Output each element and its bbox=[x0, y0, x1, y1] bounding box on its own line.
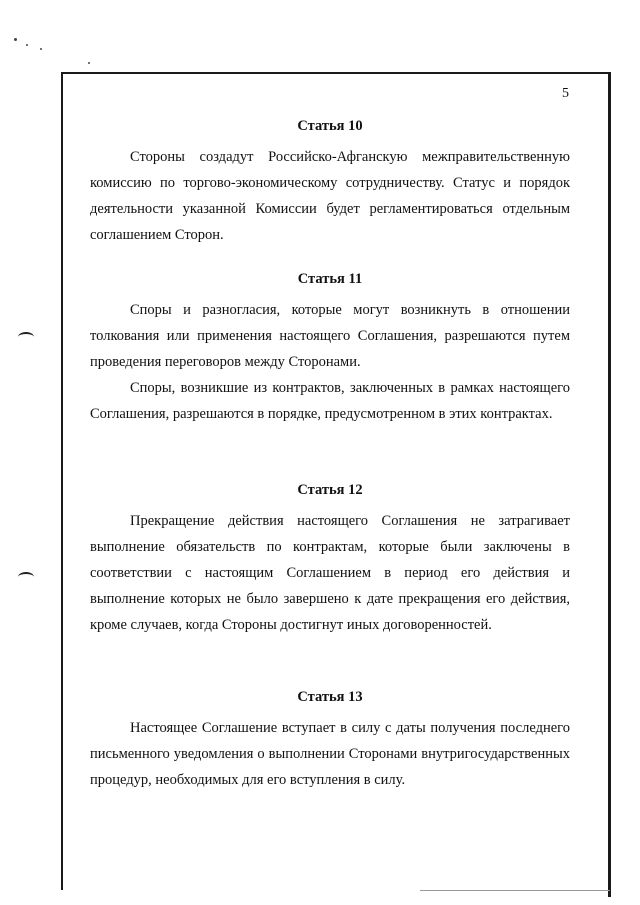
article-paragraph: Споры, возникшие из контрактов, заключенных в рамках настоящего Соглашения, разрешаются в порядке, предусмотренном в этих контрактах. bbox=[90, 380, 570, 422]
page-frame-bottom bbox=[420, 890, 610, 891]
article-12 bbox=[90, 481, 570, 638]
article-heading: Статья 13 bbox=[297, 689, 363, 705]
page-number: 5 bbox=[562, 86, 569, 101]
article-heading: Статья 12 bbox=[297, 482, 363, 498]
article-paragraph: Настоящее Соглашение вступает в силу с даты получения последнего письменного уведомления о выполнении Сторонами внутригосударственных процедур, необходимых для его вступления в силу. bbox=[90, 720, 570, 788]
article-11 bbox=[90, 270, 570, 427]
page-frame-right bbox=[608, 72, 611, 897]
punch-hole-mark bbox=[18, 572, 34, 582]
article-heading: Статья 11 bbox=[297, 271, 363, 287]
page-frame-top bbox=[62, 72, 610, 74]
article-paragraph: Споры и разногласия, которые могут возникнуть в отношении толкования или применения настоящего Соглашения, разрешаются путем проведения переговоров между Сторонами. bbox=[90, 302, 570, 370]
article-10 bbox=[90, 117, 570, 248]
scan-speck bbox=[26, 44, 28, 46]
punch-hole-mark bbox=[18, 332, 34, 342]
scan-speck bbox=[88, 62, 90, 64]
article-paragraph: Стороны создадут Российско-Афганскую межправительственную комиссию по торгово-экономическому сотрудничеству. Статус и порядок деятельности указанной Комиссии будет регламентироваться отдельным соглашением Сторон. bbox=[90, 149, 570, 243]
scan-speck bbox=[40, 48, 42, 50]
article-heading: Статья 10 bbox=[297, 118, 363, 134]
article-13 bbox=[90, 688, 570, 793]
scan-speck bbox=[14, 38, 17, 41]
article-paragraph: Прекращение действия настоящего Соглашения не затрагивает выполнение обязательств по контрактам, которые были заключены в соответствии с настоящим Соглашением в период его действия и выполнение которых не было завершено к дате прекращения его действия, кроме случаев, когда Стороны достигнут иных договоренностей. bbox=[90, 513, 570, 633]
page-frame-left bbox=[61, 72, 63, 890]
